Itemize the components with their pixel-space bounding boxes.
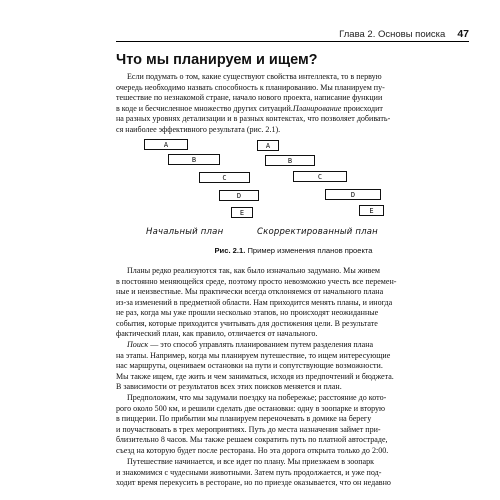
text-line: события, которые приходится учитывать для достижения цели. В результате	[116, 318, 378, 328]
text-line: и знакомимся с чудесными животными. Затем путь продолжается, и уже под-	[116, 467, 382, 477]
text-line: нас маршруты, оцениваем остановки на пути и сопутствующие возможности.	[116, 361, 383, 370]
text-line: Планы редко реализуются так, как было изначально задумано. Мы живем	[127, 266, 381, 275]
text-run: — это способ управлять планированием путем разделения плана	[148, 340, 374, 349]
body-paragraph	[116, 266, 471, 340]
bar-label: D	[350, 190, 356, 199]
text-line: Мы также ищем, где жить и чем заниматься, исходя из предпочтений и бюджета.	[116, 371, 394, 381]
text-line: рого около 500 км, и решили сделать две остановки: одну в зоопарке и вторую	[116, 403, 386, 413]
text-line: ходит время перекусить в ресторане, но по приезде оказывается, что он недавно	[116, 478, 391, 487]
text-line: фактический план, как правило, отличается от начального.	[116, 329, 318, 338]
text-line: ся наиболее эффективного результата (рис. 2.1).	[116, 124, 281, 134]
bar-label: E	[239, 208, 245, 217]
caption-text: Пример изменения планов проекта	[245, 246, 373, 255]
plan-bar-e	[359, 205, 384, 216]
plan-bar-c	[293, 171, 347, 182]
text-line: В зависимости от результатов всех этих поисков меняется и план.	[116, 382, 342, 391]
text-line: съезд на которую будет после ресторана. Но эта дорога открыта только до 2:00.	[116, 445, 389, 455]
page-number: 47	[457, 28, 469, 40]
bar-label: B	[287, 156, 293, 165]
text-line: близительно 8 часов. Мы также решаем сократить путь по платной автостраде,	[116, 435, 388, 444]
plan-bar-e	[231, 207, 253, 218]
text-line: и поучаствовать в трех мероприятиях. Путь до места назначения займет при-	[116, 424, 381, 434]
plan-bar-b	[265, 155, 315, 166]
text-line: на разных уровнях детализации и в разных контекстах, что позволяет добивать-	[116, 114, 391, 123]
header-rule	[116, 41, 469, 42]
intro-paragraph	[116, 72, 471, 135]
plan-bar-a	[144, 139, 188, 150]
plan-bar-c	[199, 172, 250, 183]
bar-label: A	[163, 140, 169, 149]
chapter-title: Глава 2. Основы поиска	[339, 29, 446, 40]
adjusted-plan-label: Скорректированный план	[257, 227, 378, 237]
section-heading: Что мы планируем и ищем?	[116, 52, 318, 68]
body-paragraph	[116, 393, 471, 456]
text-line	[116, 104, 471, 115]
caption-number: Рис. 2.1.	[214, 246, 246, 255]
text-line: в постоянно меняющейся среде, поэтому просто невозможно учесть все перемен-	[116, 276, 397, 286]
text-line: Путешествие начинается, и все идет по плану. Мы приезжаем в зоопарк	[127, 457, 375, 466]
bar-label: E	[369, 206, 374, 215]
plan-bar-d	[219, 190, 259, 201]
bar-label: A	[265, 141, 271, 150]
text-line: ные и неизвестные. Мы практически всегда отклоняемся от начального плана	[116, 287, 384, 296]
text-line: не раз, когда мы уже прошли несколько этапов, но происходят неожиданные	[116, 308, 379, 317]
initial-plan-label: Начальный план	[146, 227, 224, 237]
bar-label: B	[191, 155, 197, 164]
body-paragraph	[116, 457, 471, 489]
bar-label: C	[222, 173, 227, 182]
plan-bar-a	[257, 140, 279, 151]
plan-bar-d	[325, 189, 381, 200]
figure-caption	[116, 246, 471, 255]
text-line: Предположим, что мы задумали поездку на побережье; расстояние до кото-	[127, 393, 387, 402]
plan-bar-b	[168, 154, 220, 165]
italic-term: Поиск	[127, 340, 149, 349]
text-run: происходит	[341, 103, 383, 113]
text-line: тешествие по незнакомой стране, начало нового проекта, написание функции	[116, 93, 383, 102]
text-line: очередь необходимо назвать способность к планированию. Мы планируем пу-	[116, 82, 385, 92]
bar-label: C	[317, 172, 323, 181]
text-run: в коде и бесчисленное множество других ситуаций.	[116, 103, 293, 113]
text-line: в пиццерии. По прибытии мы планируем переночевать в домике на берегу	[116, 414, 372, 423]
running-head	[269, 28, 469, 40]
text-line: на этапы. Например, когда мы планируем путешествие, то ищем интересующие	[116, 350, 391, 360]
body-paragraph	[116, 340, 471, 393]
text-line	[116, 340, 471, 351]
figure-plan-diagram	[116, 132, 471, 262]
text-line: из-за изменений в предметной области. Нам приходится менять планы, и иногда	[116, 297, 393, 307]
italic-term: Планирование	[292, 103, 342, 113]
text-line: Если подумать о том, какие существуют свойства интеллекта, то в первую	[127, 72, 382, 81]
bar-label: D	[236, 191, 242, 200]
